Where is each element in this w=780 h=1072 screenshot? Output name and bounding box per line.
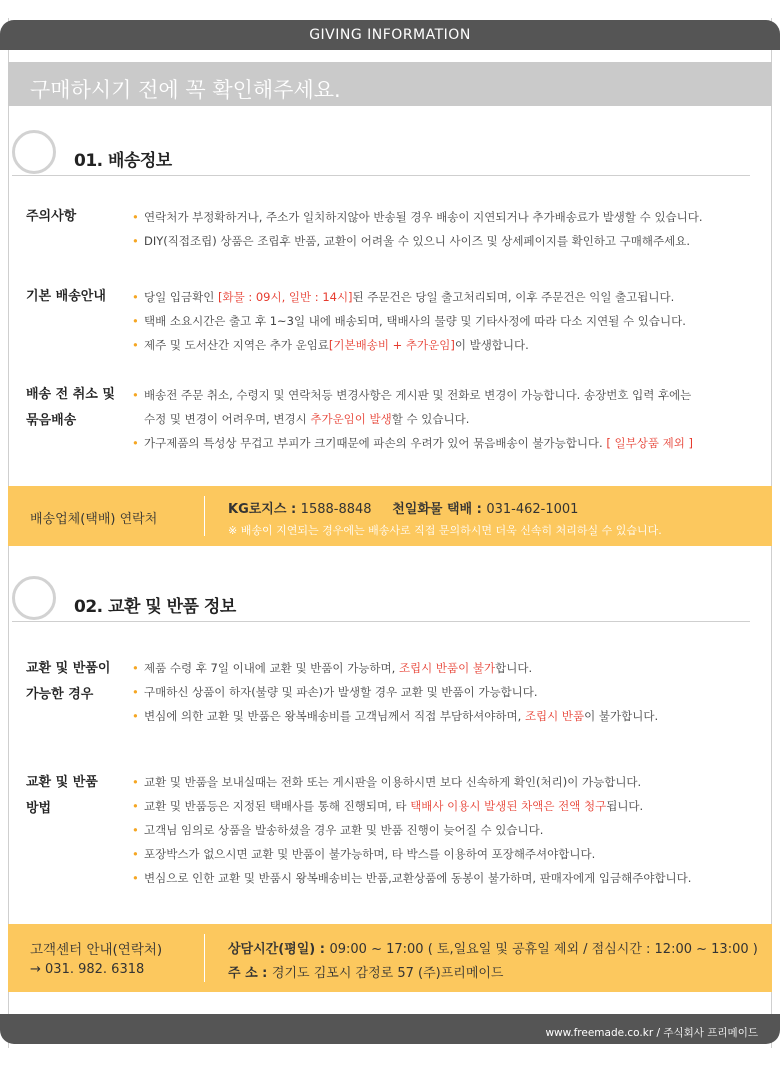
bullet-icon: •	[132, 210, 139, 224]
list-item: 수정 및 변경이 어려우며, 변경시 추가운임이 발생할 수 있습니다.	[144, 412, 470, 426]
possible-label: 교환 및 반품이 가능한 경우	[26, 661, 111, 702]
basic-delivery-label: 기본 배송안내	[26, 289, 106, 304]
delivery-contact-band	[8, 486, 772, 546]
bullet-icon: •	[132, 799, 139, 813]
list-item: • 연락처가 부정확하거나, 주소가 일치하지않아 반송될 경우 배송이 지연되거나 추가배송료가 발생할 수 있습니다.	[132, 205, 764, 229]
list-item: • 제주 및 도서산간 지역은 추가 운임료[기본배송비 + 추가운임]이 발생합니다.	[132, 333, 764, 357]
basic-delivery-list	[132, 285, 764, 357]
bullet-icon: •	[132, 775, 139, 789]
list-item: • 교환 및 반품을 보내실때는 전화 또는 게시판을 이용하시면 보다 신속하게 확인(처리)이 가능합니다.	[132, 770, 764, 794]
list-item: • DIY(직접조립) 상품은 조립후 반품, 교환이 어려울 수 있으니 사이즈 및 상세페이지를 확인하고 구매해주세요.	[132, 229, 764, 253]
footer-bar: www.freemade.co.kr / 주식회사 프리메이드	[0, 1014, 780, 1044]
consult-hours: 상담시간(평일) : 09:00 ~ 17:00 ( 토,일요일 및 공휴일 제외 / 점심시간 : 12:00 ~ 13:00 )	[228, 942, 758, 957]
kg-phone: 1588-8848	[300, 502, 372, 517]
bullet-icon: •	[132, 709, 139, 723]
method-label: 교환 및 반품 방법	[26, 775, 98, 816]
method-list	[132, 770, 764, 890]
bullet-icon: •	[132, 338, 139, 352]
notice-banner: 구매하시기 전에 꼭 확인해주세요.	[8, 62, 772, 106]
list-item: • 변심에 의한 교환 및 반품은 왕복배송비를 고객님께서 직접 부담하셔야하며, 조립시 반품이 불가합니다.	[132, 704, 764, 728]
customer-phone: → 031. 982. 6318	[30, 962, 145, 977]
circle-icon	[12, 130, 56, 174]
list-item: • 제품 수령 후 7일 이내에 교환 및 반품이 가능하며, 조립시 반품이 불가합니다.	[132, 656, 764, 680]
bullet-icon: •	[132, 388, 139, 402]
header-bar: GIVING INFORMATION	[0, 20, 780, 50]
cancel-list	[132, 383, 764, 455]
list-item: • 변심으로 인한 교환 및 반품시 왕복배송비는 반품,교환상품에 동봉이 불가하며, 판매자에게 입금해주야합니다.	[132, 866, 764, 890]
band-divider	[204, 934, 205, 982]
list-item: • 당일 입금확인 [화물 : 09시, 일반 : 14시]된 주문건은 당일 출고처리되며, 이후 주문건은 익일 출고됩니다.	[132, 285, 764, 309]
list-item: • 가구제품의 특성상 무겁고 부피가 크기때문에 파손의 우려가 있어 묶음배송이 불가능합니다. [ 일부상품 제외 ]	[132, 431, 764, 455]
bullet-icon: •	[132, 847, 139, 861]
section-delivery-header	[12, 130, 750, 176]
courier-phones: KG로지스 : 1588-8848 천일화물 택배 : 031-462-1001	[228, 502, 579, 517]
list-item: • 포장박스가 없으시면 교환 및 반품이 불가능하며, 타 박스를 이용하여 포장해주셔야합니다.	[132, 842, 764, 866]
bullet-icon: •	[132, 823, 139, 837]
bullet-icon: •	[132, 661, 139, 675]
list-item: • 교환 및 반품등은 지정된 택배사를 통해 진행되며, 타 택배사 이용시 발생된 차액은 전액 청구됩니다.	[132, 794, 764, 818]
circle-icon	[12, 576, 56, 620]
caution-label: 주의사항	[26, 209, 77, 224]
band-note: ※ 배송이 지연되는 경우에는 배송사로 직접 문의하시면 더욱 신속히 처리하실 수 있습니다.	[228, 524, 662, 537]
section-title: 01. 배송정보	[74, 151, 172, 171]
bullet-icon: •	[132, 290, 139, 304]
cheonil-phone: 031-462-1001	[486, 502, 579, 517]
possible-list	[132, 656, 764, 728]
list-item: • 배송전 주문 취소, 수령지 및 연락처등 변경사항은 게시판 및 전화로 변경이 가능합니다. 송장번호 입력 후에는	[132, 383, 764, 407]
section-title: 02. 교환 및 반품 정보	[74, 597, 236, 617]
list-item: • 택배 소요시간은 출고 후 1~3일 내에 배송되며, 택배사의 물량 및 기타사정에 따라 다소 지연될 수 있습니다.	[132, 309, 764, 333]
company-address: 주 소 : 경기도 김포시 감정로 57 (주)프리메이드	[228, 966, 504, 981]
bullet-icon: •	[132, 234, 139, 248]
band-label: 배송업체(택배) 연락처	[30, 512, 158, 527]
band-label: 고객센터 안내(연락처)	[30, 942, 163, 958]
list-item: • 고객님 임의로 상품을 발송하셨을 경우 교환 및 반품 진행이 늦어질 수 있습니다.	[132, 818, 764, 842]
list-item: • 구매하신 상품이 하자(불량 및 파손)가 발생할 경우 교환 및 반품이 가능합니다.	[132, 680, 764, 704]
customer-center-band	[8, 924, 772, 992]
band-divider	[204, 496, 205, 536]
bullet-icon: •	[132, 436, 139, 450]
bullet-icon: •	[132, 871, 139, 885]
bullet-icon: •	[132, 685, 139, 699]
bullet-icon: •	[132, 314, 139, 328]
section-exchange-header	[12, 576, 750, 622]
cancel-label: 배송 전 취소 및 묶음배송	[26, 387, 115, 428]
caution-list	[132, 205, 764, 253]
